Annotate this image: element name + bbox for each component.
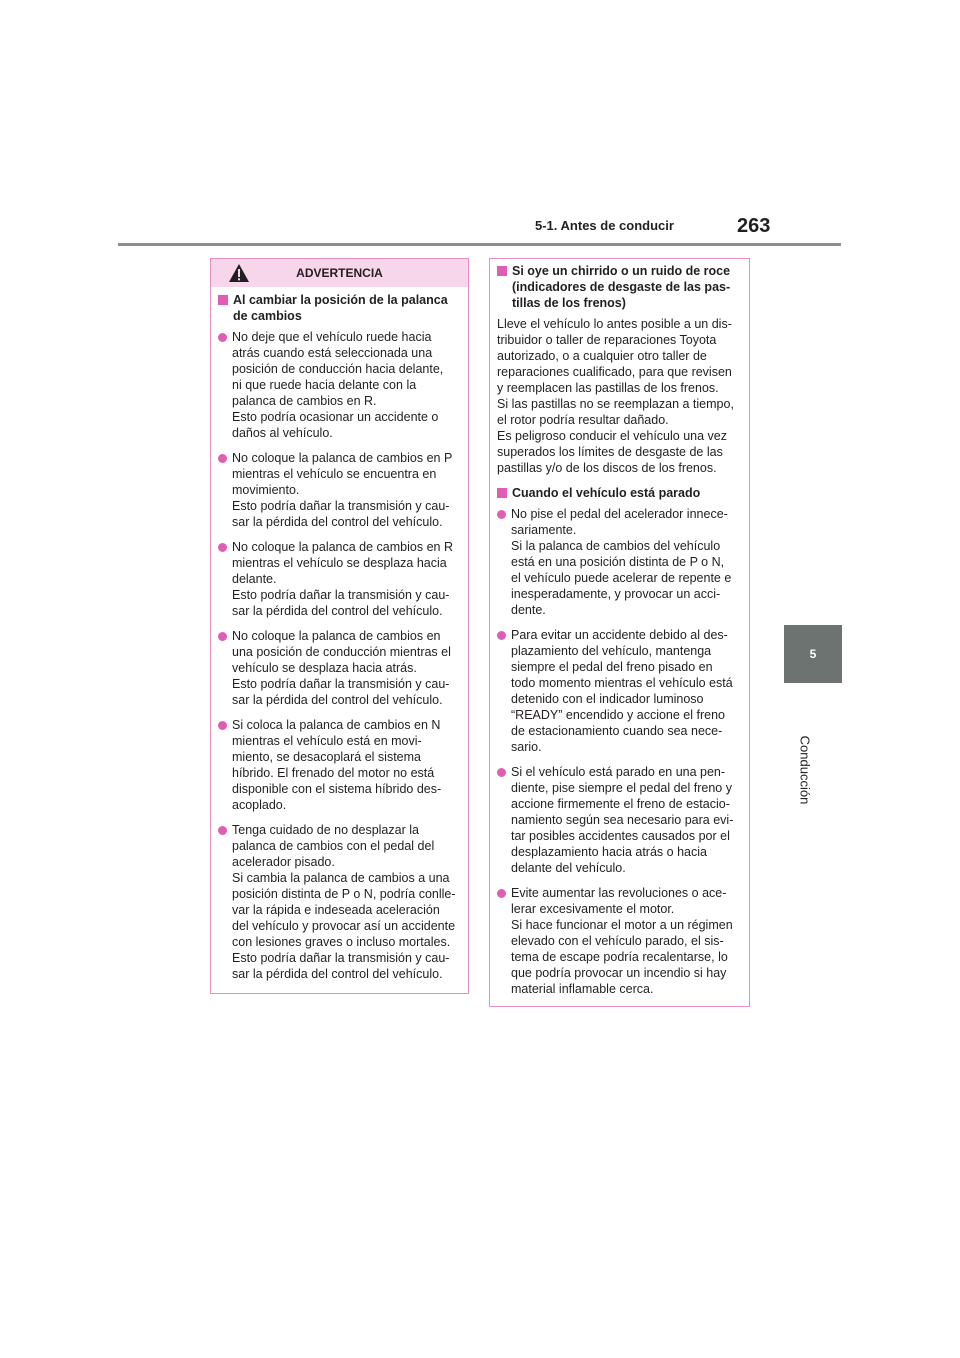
vehicle-stopped-heading [497, 485, 742, 501]
list-item [497, 885, 742, 997]
list-item-text: No coloque la palanca de cambios en R mientras el vehículo se desplaza hacia delante. Esto podría dañar la transmisión y cau- sar la pérdida del control del vehículo. [232, 540, 453, 618]
list-item-text: No pise el pedal del acelerador innece- sariamente. Si la palanca de cambios del vehículo está en una posición distinta de P o N, el vehículo puede acelerar de repente e inesperadamente, y provocar un acci- dente. [511, 507, 732, 617]
list-item-text: No coloque la palanca de cambios en P mientras el vehículo se encuentra en movimiento. Esto podría dañar la transmisión y cau- sar la pérdida del control del vehículo. [232, 451, 453, 529]
header-section-title: 5-1. Antes de conducir [535, 218, 674, 233]
warning-header [211, 259, 468, 287]
page-number: 263 [737, 215, 771, 237]
circle-bullet-icon [497, 889, 506, 898]
list-item-text: Si coloca la palanca de cambios en N mientras el vehículo está en movi- miento, se desacoplará el sistema híbrido. El frenado del motor no está disponible con el sistema híbrido des- acoplado. [232, 718, 442, 812]
header-rule [118, 243, 841, 246]
list-item [218, 329, 460, 441]
list-item-text: No deje que el vehículo ruede hacia atrás cuando está seleccionada una posición de conducción hacia delante, ni que ruede hacia delante con la palanca de cambios en R. Esto podría ocasionar un accidente o daños al vehículo. [232, 330, 444, 440]
warning-box [210, 258, 469, 994]
list-item [218, 822, 460, 982]
circle-bullet-icon [497, 510, 506, 519]
list-item [497, 506, 742, 618]
square-bullet-icon [497, 266, 507, 276]
circle-bullet-icon [497, 768, 506, 777]
circle-bullet-icon [218, 454, 227, 463]
warning-heading-text: Al cambiar la posición de la palanca de cambios [233, 293, 448, 323]
list-item-text: Evite aumentar las revoluciones o ace- lerar excesivamente el motor. Si hace funcionar el motor a un régimen elevado con el vehículo parado, el sis- tema de escape podría recalentarse, lo que podría provocar un incendio si hay material inflamable cerca. [511, 886, 733, 996]
info-body [490, 259, 749, 997]
info-box [489, 258, 750, 1007]
circle-bullet-icon [497, 631, 506, 640]
circle-bullet-icon [218, 632, 227, 641]
warning-triangle-icon [228, 263, 250, 283]
list-item [218, 628, 460, 708]
brake-noise-heading [497, 263, 742, 311]
brake-noise-heading-text: Si oye un chirrido o un ruido de roce (indicadores de desgaste de las pas- tillas de los frenos) [512, 264, 731, 310]
list-item [497, 764, 742, 876]
warning-body [211, 287, 468, 982]
warning-heading [218, 292, 460, 324]
square-bullet-icon [497, 488, 507, 498]
circle-bullet-icon [218, 333, 227, 342]
list-item [218, 450, 460, 530]
list-item-text: Tenga cuidado de no desplazar la palanca de cambios con el pedal del acelerador pisado. Si cambia la palanca de cambios a una posición distinta de P o N, podría conlle- var la rápida e indeseada aceleración del vehículo y provocar así un accidente con lesiones graves o incluso mortales. Esto podría dañar la transmisión y cau- sar la pérdida del control del vehículo. [232, 823, 456, 981]
list-item-text: Si el vehículo está parado en una pen- diente, pise siempre el pedal del freno y accione firmemente el freno de estacio- namiento según sea necesario para evi- tar posibles accidentes causados por el desplazamiento hacia atrás o hacia delante del vehículo. [511, 765, 734, 875]
square-bullet-icon [218, 295, 228, 305]
list-item-text: No coloque la palanca de cambios en una posición de conducción mientras el vehículo se desplaza hacia atrás. Esto podría dañar la transmisión y cau- sar la pérdida del control del vehículo. [232, 629, 451, 707]
chapter-label: Conducción [797, 735, 813, 805]
chapter-number: 5 [809, 647, 817, 661]
vehicle-stopped-heading-text: Cuando el vehículo está parado [512, 486, 701, 500]
list-item [218, 539, 460, 619]
warning-title: ADVERTENCIA [296, 266, 383, 280]
list-item [497, 627, 742, 755]
chapter-tab[interactable] [784, 625, 842, 683]
list-item [218, 717, 460, 813]
circle-bullet-icon [218, 543, 227, 552]
circle-bullet-icon [218, 721, 227, 730]
brake-noise-paragraph: Lleve el vehículo lo antes posible a un dis- tribuidor o taller de reparaciones Toyota autorizado, o a cualquier otro taller de reparaciones cualificado, para que revisen y reemplacen las pastillas de los frenos. Si las pastillas no se reemplazan a tiempo, el rotor podría resultar dañado. Es peligroso conducir el vehículo una vez superados los límites de desgaste de las pastillas y/o de los discos de los frenos. [497, 317, 734, 475]
list-item-text: Para evitar un accidente debido al des- plazamiento del vehículo, mantenga siempre el pedal del freno pisado en todo momento mientras el vehículo está detenido con el indicador luminoso “READY” encendido y accione el freno de estacionamiento cuando sea nece- sario. [511, 628, 733, 754]
circle-bullet-icon [218, 826, 227, 835]
